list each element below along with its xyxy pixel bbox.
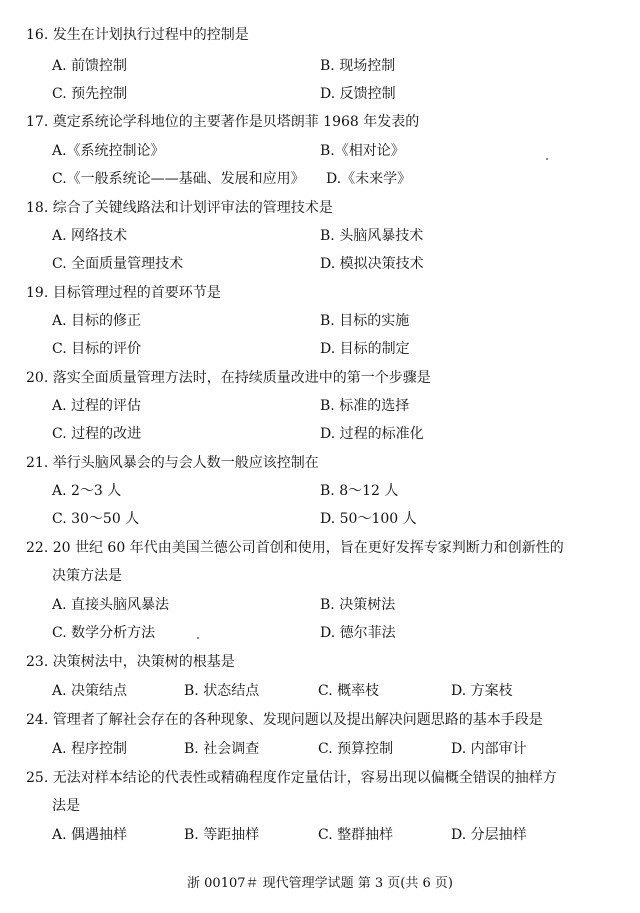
page-footer: 浙 00107＃ 现代管理学试题 第 3 页(共 6 页): [187, 876, 453, 891]
question-17-option-d: D.《未来学》: [326, 171, 412, 187]
question-22-option-d: D. 德尔菲法: [320, 625, 396, 641]
question-21-stem: 21. 举行头脑风暴会的与会人数一般应该控制在: [26, 455, 319, 471]
question-19-option-d: D. 目标的制定: [320, 341, 410, 357]
question-20-option-d: D. 过程的标准化: [320, 426, 424, 442]
question-19-stem: 19. 目标管理过程的首要环节是: [26, 285, 221, 301]
question-24-option-c: C. 预算控制: [318, 741, 394, 757]
question-24-option-b: B. 社会调查: [184, 741, 260, 757]
question-18-option-d: D. 模拟决策技术: [320, 256, 424, 272]
question-25-stem-continued: 法是: [52, 798, 80, 814]
question-19-option-b: B. 目标的实施: [320, 313, 410, 329]
question-20-stem: 20. 落实全面质量管理方法时，在持续质量改进中的第一个步骤是: [26, 370, 431, 386]
question-18-stem: 18. 综合了关键线路法和计划评审法的管理技术是: [26, 200, 333, 216]
question-25-option-d: D. 分层抽样: [451, 827, 527, 843]
question-22-stem: 22. 20 世纪 60 年代由美国兰德公司首创和使用，旨在更好发挥专家判断力和创新性的: [26, 540, 564, 556]
question-23-option-d: D. 方案枝: [451, 683, 513, 699]
question-21-option-a: A. 2～3 人: [52, 483, 122, 499]
question-17-option-c: C.《一般系统论——基础、发展和应用》: [52, 171, 305, 187]
question-19-option-c: C. 目标的评价: [52, 341, 142, 357]
question-23-option-b: B. 状态结点: [184, 683, 260, 699]
question-20-option-b: B. 标准的选择: [320, 398, 410, 414]
question-18-option-b: B. 头脑风暴技术: [320, 228, 424, 244]
question-25-option-b: B. 等距抽样: [184, 827, 260, 843]
question-24-stem: 24. 管理者了解社会存在的各种现象、发现问题以及提出解决问题思路的基本手段是: [26, 712, 543, 728]
question-20-option-c: C. 过程的改进: [52, 426, 142, 442]
question-16-option-a: A. 前馈控制: [52, 58, 128, 74]
question-20-option-a: A. 过程的评估: [52, 398, 142, 414]
question-17-stem: 17. 奠定系统论学科地位的主要著作是贝塔朗菲 1968 年发表的: [26, 114, 420, 130]
question-23-option-a: A. 决策结点: [52, 683, 128, 699]
question-16-option-d: D. 反馈控制: [320, 86, 396, 102]
question-24-option-a: A. 程序控制: [52, 741, 128, 757]
question-21-option-c: C. 30～50 人: [52, 511, 140, 527]
question-21-option-d: D. 50～100 人: [320, 511, 417, 527]
question-25-option-c: C. 整群抽样: [318, 827, 394, 843]
question-22-option-a: A. 直接头脑风暴法: [52, 597, 170, 613]
question-17-option-a: A.《系统控制论》: [52, 143, 165, 159]
question-22-option-c: C. 数学分析方法: [52, 625, 156, 641]
question-18-option-a: A. 网络技术: [52, 228, 128, 244]
question-18-option-c: C. 全面质量管理技术: [52, 256, 184, 272]
question-22-stem-continued: 决策方法是: [52, 568, 122, 584]
question-23-option-c: C. 概率枝: [318, 683, 380, 699]
scan-speck: [546, 158, 548, 160]
question-25-stem: 25. 无法对样本结论的代表性或精确程度作定量估计，容易出现以偏概全错误的抽样方: [26, 770, 557, 786]
scan-speck: [197, 637, 199, 639]
question-16-stem: 16. 发生在计划执行过程中的控制是: [26, 27, 249, 43]
question-25-option-a: A. 偶遇抽样: [52, 827, 128, 843]
question-17-option-b: B.《相对论》: [320, 143, 405, 159]
question-22-option-b: B. 决策树法: [320, 597, 396, 613]
question-23-stem: 23. 决策树法中，决策树的根基是: [26, 654, 235, 670]
question-16-option-c: C. 预先控制: [52, 86, 128, 102]
question-21-option-b: B. 8～12 人: [320, 483, 399, 499]
question-24-option-d: D. 内部审计: [451, 741, 527, 757]
question-19-option-a: A. 目标的修正: [52, 313, 142, 329]
question-16-option-b: B. 现场控制: [320, 58, 396, 74]
